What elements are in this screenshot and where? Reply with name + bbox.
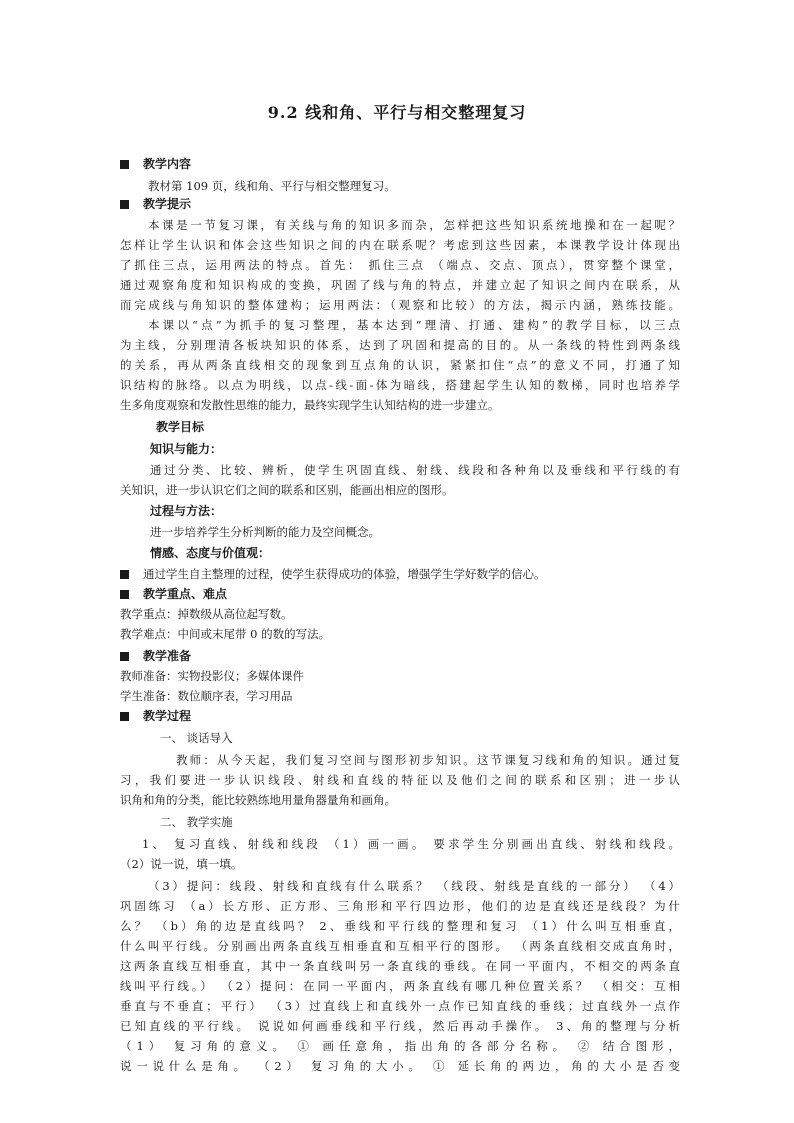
teacher-prep: 教师准备：实物投影仪；多媒体课件 <box>120 669 304 683</box>
section-content-text: 教材第 109 页，线和角、平行与相交整理复习。 <box>148 179 396 193</box>
step1-title: 一、 谈话导入 <box>160 731 233 745</box>
tips-line: 本课以“点”为抓手的复习整理，基本达到“理清、打通、建构”的教学目标，以三点 <box>148 318 680 332</box>
step2-title: 二、 教学实施 <box>160 815 233 829</box>
section-key-heading: 教学重点、难点 <box>120 586 680 602</box>
process-heading: 过程与方法： <box>150 504 223 518</box>
tips-line: 怎样让学生认识和体会这些知识之间的内在联系呢？考虑到这些因素，本课教学设计体现出 <box>120 238 680 252</box>
step2-line: 这两条直线互相垂直，其中一条直线叫另一条直线的垂线。在同一平面内，不相交的两条直 <box>120 959 680 973</box>
section-goals-heading: 教学目标 <box>156 420 205 434</box>
process-text: 进一步培养学生分析判断的能力及空间概念。 <box>150 525 380 539</box>
step1-line: 习，我们要进一步认识线段、射线和直线的特征以及他们之间的联系和区别；进一步认 <box>120 773 680 787</box>
tips-line: 生多角度观察和发散性思维的能力，最终实现学生认知结构的进一步建立。 <box>120 398 500 412</box>
step1-line: 识角和角的分类，能比较熟练地用量角器量角和画角。 <box>120 793 396 807</box>
tips-line: 本课是一节复习课，有关线与角的知识多而杂，怎样把这些知识系统地操和在一起呢？ <box>148 218 680 232</box>
tips-line: 识结构的脉络。以点为明线，以点-线-面-体为暗线，搭建起学生认知的数梯，同时也培养学 <box>120 378 680 392</box>
tips-line: 为主线，分别理清各板块知识的体系，达到了巩固和提高的目的。从一条线的特性到两条线 <box>120 338 680 352</box>
step2-line: 垂直与不垂直；平行） （3）过直线上和直线外一点作已知直线的垂线；过直线外一点作 <box>120 999 680 1013</box>
step1-line: 教师：从今天起，我们复习空间与图形初步知识。这节课复习线和角的知识。通过复 <box>176 753 680 767</box>
step2-line: 线叫平行线。） （2）提问：在同一平面内，两条直线有哪几种位置关系？ （相交：互相 <box>120 979 680 993</box>
key-point: 教学重点：掉数级从高位起写数。 <box>120 607 293 621</box>
goals-line: 关知识，进一步认识它们之间的联系和区别，能画出相应的图形。 <box>120 483 454 497</box>
step2-line: 说一说什么是角。 （2） 复习角的大小。 ① 延长角的两边，角的大小是否变 <box>120 1059 680 1073</box>
square-bullet-icon <box>120 200 129 209</box>
square-bullet-icon <box>120 652 129 661</box>
section-prep-heading: 教学准备 <box>120 648 680 664</box>
step2-line: 么？ （b）角的边是直线吗？ 2、垂线和平行线的整理和复习 （1）什么叫互相垂直， <box>120 919 680 933</box>
section-content-heading: 教学内容 <box>120 156 680 172</box>
tips-line: 的关系，再从两条直线相交的现象到互点角的认识，紧紧扣住“点”的意义不同，打通了知 <box>120 358 680 372</box>
step2-line: 什么叫平行线。分别画出两条直线互相垂直和互相平行的图形。 （两条直线相交成直角时， <box>120 939 680 953</box>
square-bullet-icon <box>120 712 129 721</box>
step2-line: 1、 复习直线、射线和线段 （1）画一画。 要求学生分别画出直线、射线和线段。 <box>142 837 680 851</box>
square-bullet-icon <box>120 570 129 579</box>
goals-line: 通过分类、比较、辨析，使学生巩固直线、射线、线段和各种角以及垂线和平行线的有 <box>150 463 680 477</box>
step2-line: 已知直线的平行线。 说说如何画垂线和平行线，然后再动手操作。 3、角的整理与分析 <box>120 1019 680 1033</box>
emotion-text: 通过学生自主整理的过程，使学生获得成功的体验，增强学生学好数学的信心。 <box>120 566 680 582</box>
student-prep: 学生准备：数位顺序表，学习用品 <box>120 689 293 703</box>
square-bullet-icon <box>120 590 129 599</box>
difficult-point: 教学难点：中间或末尾带 0 的数的写法。 <box>120 627 331 641</box>
step2-line: （3）提问：线段、射线和直线有什么联系？ （线段、射线是直线的一部分） （4） <box>148 879 680 893</box>
square-bullet-icon <box>120 160 129 169</box>
page-title: 9.2 线和角、平行与相交整理复习 <box>267 103 527 122</box>
step2-line: （1） 复习角的意义。 ① 画任意角，指出角的各部分名称。 ② 结合图形， <box>120 1039 680 1053</box>
section-process-heading: 教学过程 <box>120 708 680 724</box>
section-tips-heading: 教学提示 <box>120 196 680 212</box>
tips-line: 而完成线与角知识的整体建构；运用两法：（观察和比较）的方法，揭示内涵，熟练技能。 <box>120 298 680 312</box>
step2-line: 巩固练习 （a）长方形、正方形、三角形和平行四边形，他们的边是直线还是线段？为什 <box>120 899 680 913</box>
knowledge-heading: 知识与能力： <box>150 442 223 456</box>
emotion-heading: 情感、态度与价值观： <box>150 546 271 560</box>
tips-line: 通过观察角度和知识构成的变换，巩固了线与角的特点，并建立起了知识之间内在联系，从 <box>120 278 680 292</box>
tips-line: 了抓住三点，运用两法的特点。首先： 抓住三点 （端点、交点、顶点），贯穿整个课堂， <box>120 258 680 272</box>
step2-line: （2）说一说，填一填。 <box>120 857 243 871</box>
